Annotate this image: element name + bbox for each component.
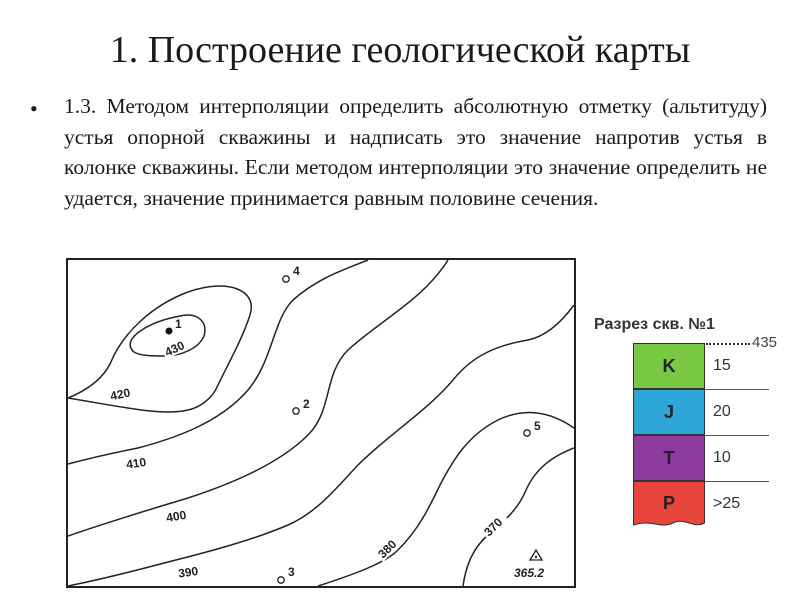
layer-j: J (633, 389, 705, 435)
layer-p-code: P (663, 493, 676, 513)
thickness-p: >25 (713, 495, 741, 512)
geologic-map (66, 258, 576, 588)
thickness-k: 15 (713, 357, 731, 374)
svg-text:380: 380 (375, 537, 400, 562)
thickness-j: 20 (713, 403, 731, 420)
well-2-marker (293, 408, 299, 414)
svg-text:420: 420 (109, 385, 132, 404)
svg-text:400: 400 (165, 507, 188, 525)
stratigraphic-column (633, 343, 705, 529)
contour-label-430 (160, 335, 191, 360)
contour-label-400 (163, 506, 193, 525)
contour-label-380 (373, 532, 403, 562)
contour-label-420 (107, 383, 137, 403)
svg-text:390: 390 (177, 563, 200, 581)
well-1-marker (166, 328, 173, 335)
benchmark-label: 365.2 (514, 566, 545, 580)
layer-p (633, 481, 705, 529)
bullet-text: 1.3. Методом интерполяции определить абсолютную отметку (альтитуду) устья опорной скважины и надписать это значение напротив устья в колонке скважины. Если методом интерполяции это значение определить не удается, значение принимается равным половине сечения. (64, 94, 767, 210)
contour-410 (68, 260, 368, 464)
top-elevation-label: 435 (752, 334, 778, 351)
contour-label-390 (175, 562, 205, 580)
bullet-marker: • (30, 96, 38, 121)
contour-label-410 (123, 453, 153, 471)
well-5-marker (524, 430, 530, 436)
layer-t: T (633, 435, 705, 481)
slide-title: 1. Построение геологической карты (109, 29, 691, 71)
well-1-label: 1 (175, 317, 182, 331)
svg-text:370: 370 (481, 515, 506, 540)
well-4-label: 4 (293, 264, 300, 278)
layer-k: K (633, 343, 705, 389)
well-3-marker (278, 577, 284, 583)
thickness-t: 10 (713, 449, 731, 466)
svg-text:430: 430 (162, 338, 187, 360)
well-column-title: Разрез скв. №1 (594, 316, 715, 333)
well-3-label: 3 (288, 565, 295, 579)
contour-420 (68, 286, 251, 412)
well-2-label: 2 (303, 397, 310, 411)
contour-label-370 (479, 510, 509, 540)
svg-text:410: 410 (125, 454, 148, 472)
contour-map-svg (68, 260, 574, 586)
benchmark-triangle-icon (530, 550, 542, 560)
contour-390 (68, 305, 574, 586)
well-5-label: 5 (534, 419, 541, 433)
well-4-marker (283, 276, 289, 282)
